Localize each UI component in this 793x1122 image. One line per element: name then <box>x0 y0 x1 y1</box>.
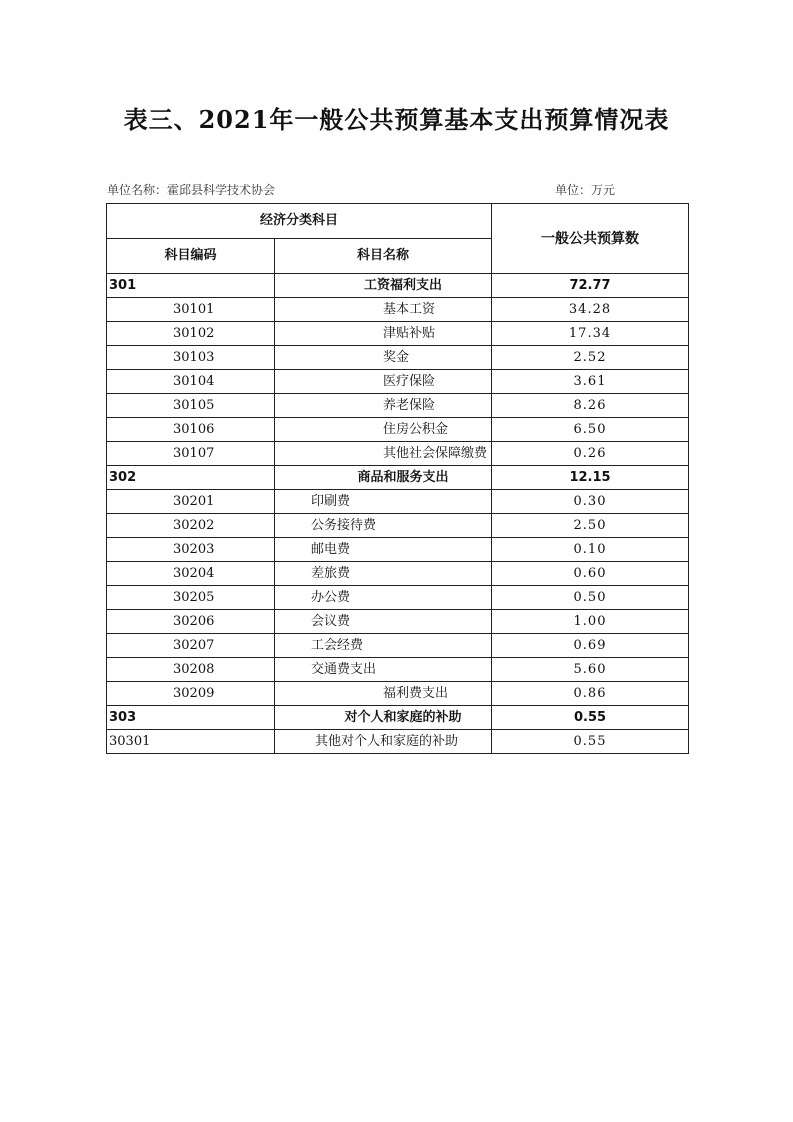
budget-table <box>106 203 689 754</box>
table-row <box>107 634 689 658</box>
table-row <box>107 370 689 394</box>
table-row <box>107 298 689 322</box>
row-code: 302 <box>107 466 275 490</box>
header-name: 科目名称 <box>275 239 492 274</box>
table-row <box>107 538 689 562</box>
table-row <box>107 322 689 346</box>
row-code: 30205 <box>107 586 275 610</box>
row-code: 30106 <box>107 418 275 442</box>
row-amount: 0.69 <box>492 634 689 658</box>
row-code: 30208 <box>107 658 275 682</box>
row-amount: 0.55 <box>492 706 689 730</box>
table-row <box>107 418 689 442</box>
row-code: 30207 <box>107 634 275 658</box>
row-code: 30209 <box>107 682 275 706</box>
row-name: 商品和服务支出 <box>275 466 492 490</box>
table-row <box>107 586 689 610</box>
row-amount: 3.61 <box>492 370 689 394</box>
row-name: 办公费 <box>275 586 492 610</box>
header-economic-class: 经济分类科目 <box>107 204 492 239</box>
header-code: 科目编码 <box>107 239 275 274</box>
row-amount: 1.00 <box>492 610 689 634</box>
row-code: 30301 <box>107 730 275 754</box>
row-code: 30105 <box>107 394 275 418</box>
category-row <box>107 274 689 298</box>
row-code: 30202 <box>107 514 275 538</box>
row-name: 差旅费 <box>275 562 492 586</box>
row-amount: 0.10 <box>492 538 689 562</box>
table-row <box>107 442 689 466</box>
category-row <box>107 706 689 730</box>
currency-unit: 单位：万元 <box>555 183 616 197</box>
row-amount: 72.77 <box>492 274 689 298</box>
row-name: 津贴补贴 <box>275 322 492 346</box>
row-amount: 12.15 <box>492 466 689 490</box>
page-title: 表三、2021年一般公共预算基本支出预算情况表 <box>123 105 670 134</box>
row-amount: 0.55 <box>492 730 689 754</box>
row-code: 303 <box>107 706 275 730</box>
table-row <box>107 562 689 586</box>
table-row <box>107 610 689 634</box>
row-name: 养老保险 <box>275 394 492 418</box>
table-row <box>107 346 689 370</box>
row-amount: 2.52 <box>492 346 689 370</box>
table-row <box>107 682 689 706</box>
row-name: 其他对个人和家庭的补助 <box>275 730 492 754</box>
header-row-1 <box>107 204 689 239</box>
row-name: 奖金 <box>275 346 492 370</box>
unit-name: 单位名称：霍邱县科学技术协会 <box>107 183 276 197</box>
row-name: 工资福利支出 <box>275 274 492 298</box>
row-name: 其他社会保障缴费 <box>275 442 492 466</box>
row-name: 公务接待费 <box>275 514 492 538</box>
row-code: 30206 <box>107 610 275 634</box>
row-name: 会议费 <box>275 610 492 634</box>
row-name: 住房公积金 <box>275 418 492 442</box>
row-name: 邮电费 <box>275 538 492 562</box>
row-amount: 17.34 <box>492 322 689 346</box>
table-row <box>107 394 689 418</box>
table-row <box>107 658 689 682</box>
row-amount: 8.26 <box>492 394 689 418</box>
row-code: 30201 <box>107 490 275 514</box>
row-code: 30102 <box>107 322 275 346</box>
row-name: 基本工资 <box>275 298 492 322</box>
row-amount: 0.86 <box>492 682 689 706</box>
table-row <box>107 730 689 754</box>
row-code: 30101 <box>107 298 275 322</box>
row-code: 30204 <box>107 562 275 586</box>
category-row <box>107 466 689 490</box>
row-amount: 0.30 <box>492 490 689 514</box>
row-code: 30103 <box>107 346 275 370</box>
table-row <box>107 514 689 538</box>
row-amount: 0.50 <box>492 586 689 610</box>
table-row <box>107 490 689 514</box>
row-amount: 0.60 <box>492 562 689 586</box>
row-code: 30107 <box>107 442 275 466</box>
header-budget: 一般公共预算数 <box>492 204 689 274</box>
row-amount: 5.60 <box>492 658 689 682</box>
row-name: 医疗保险 <box>275 370 492 394</box>
row-code: 30203 <box>107 538 275 562</box>
row-code: 30104 <box>107 370 275 394</box>
row-name: 福利费支出 <box>275 682 492 706</box>
row-amount: 0.26 <box>492 442 689 466</box>
row-amount: 6.50 <box>492 418 689 442</box>
row-amount: 34.28 <box>492 298 689 322</box>
row-name: 工会经费 <box>275 634 492 658</box>
row-name: 交通费支出 <box>275 658 492 682</box>
row-amount: 2.50 <box>492 514 689 538</box>
row-name: 对个人和家庭的补助 <box>275 706 492 730</box>
row-code: 301 <box>107 274 275 298</box>
row-name: 印刷费 <box>275 490 492 514</box>
